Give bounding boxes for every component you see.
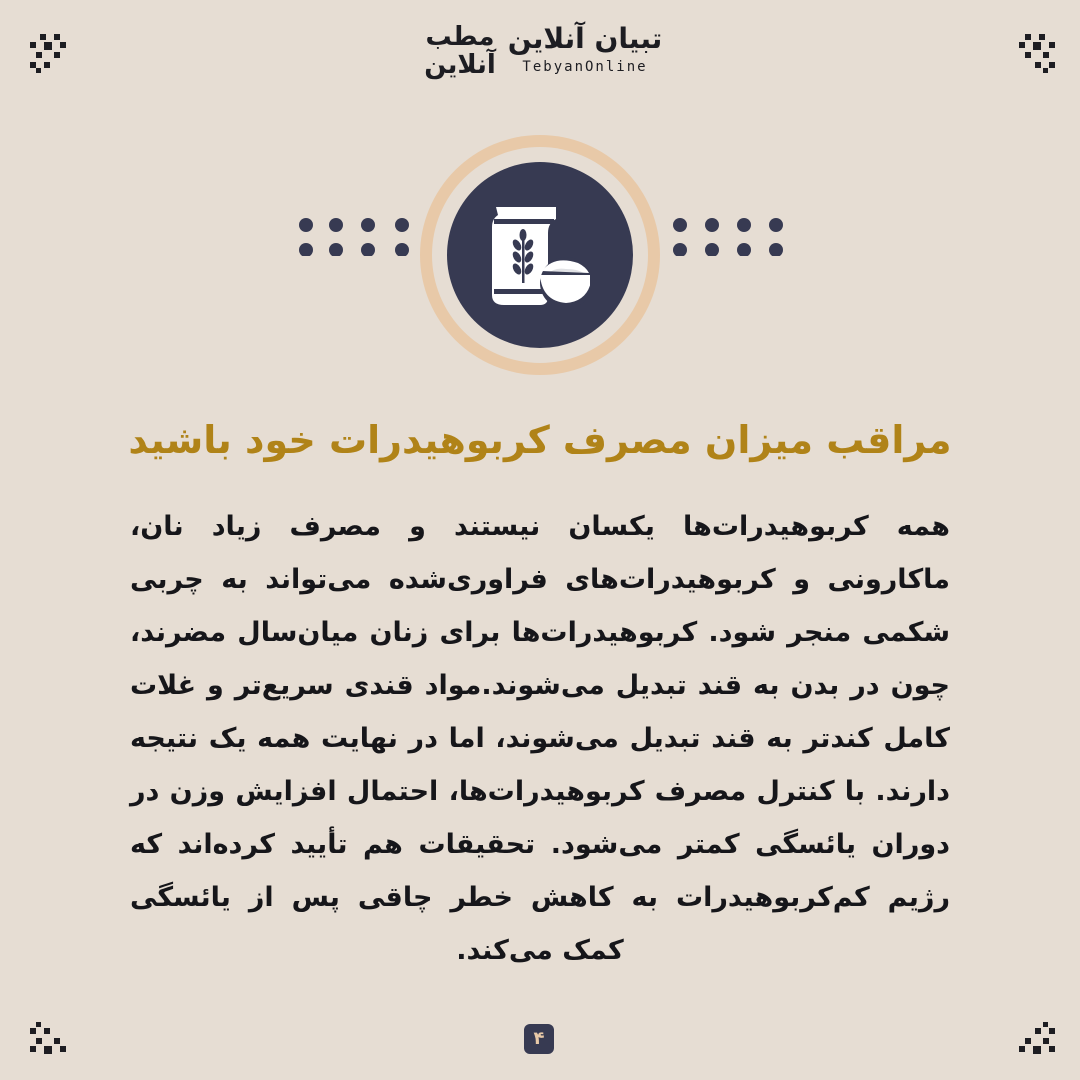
tebyan-logo-latin: TebyanOnline	[522, 59, 648, 76]
matab-logo-line1: مطب	[425, 22, 495, 52]
tebyan-online-logo	[505, 24, 665, 75]
page-number-badge: ۴	[524, 1024, 554, 1054]
dot-pattern-right	[670, 216, 786, 256]
corner-ornament-bottom-left	[30, 1022, 70, 1062]
dot-pattern-left	[298, 216, 414, 256]
body-paragraph: همه کربوهیدرات‌ها یکسان نیستند و مصرف زیاد نان، ماکارونی و کربوهیدرات‌های فراوری‌شده می‌تواند به چربی شکمی منجر شود. کربوهیدرات‌ها برای زنان میان‌سال مضرند، چون در بدن به قند تبدیل می‌شوند.مواد قندی سریع‌تر و غلات کامل کندتر به قند تبدیل می‌شوند، اما در نهایت همه یک نتیجه دارند. با کنترل مصرف کربوهیدرات‌ها، احتمال افزایش وزن در دوران یائسگی کمتر می‌شود. تحقیقات هم تأیید کرده‌اند که رژیم کم‌کربوهیدرات به کاهش خطر چاقی پس از یائسگی کمک می‌کند.	[130, 511, 950, 966]
matab-logo-line2: آنلاین	[424, 50, 496, 80]
grain-sack-with-bowl-icon	[490, 205, 590, 305]
header	[0, 22, 1080, 92]
corner-ornament-bottom-right	[1015, 1022, 1055, 1062]
hero	[0, 130, 1080, 370]
tebyan-logo-persian: تبیان آنلاین	[507, 22, 663, 55]
badge-circle	[447, 162, 633, 348]
matab-online-logo	[420, 24, 500, 78]
page-title: مراقب میزان مصرف کربوهیدرات خود باشید	[128, 418, 952, 462]
